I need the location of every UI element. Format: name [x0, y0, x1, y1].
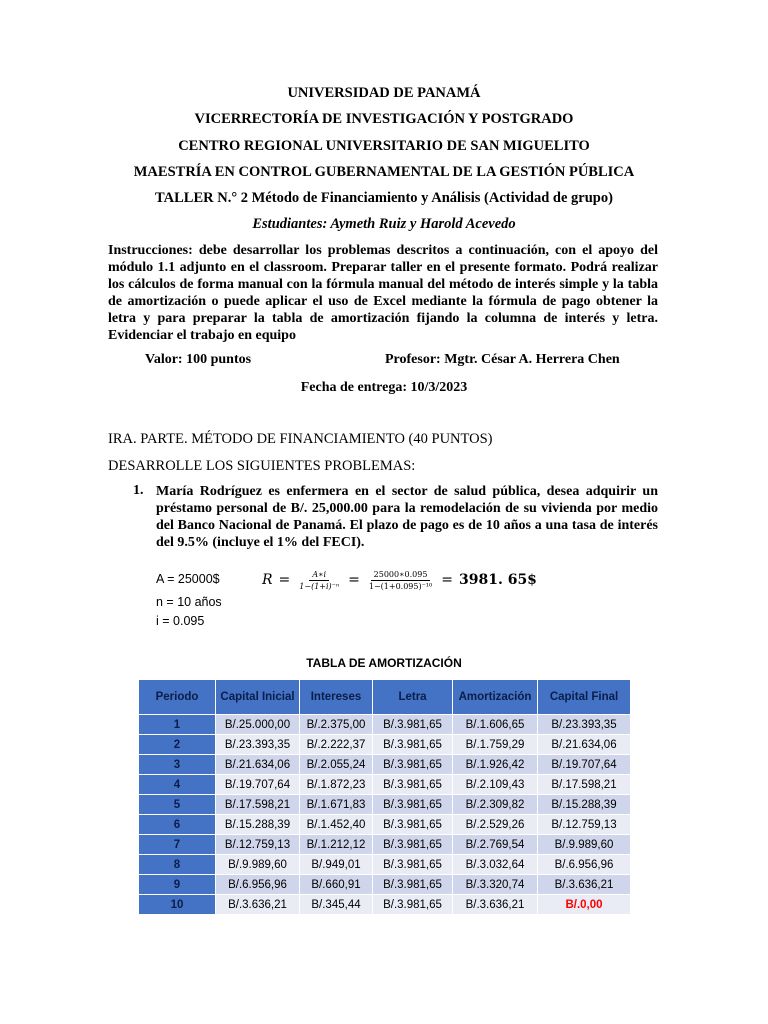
table-header-row	[139, 680, 631, 715]
cell-capital-inicial: B/.19.707,64	[216, 775, 300, 795]
header-amortizacion: Amortización	[453, 680, 538, 715]
cell-amortizacion: B/.3.032,64	[453, 855, 538, 875]
variable-i: i = 0.095	[156, 614, 205, 628]
university-title: UNIVERSIDAD DE PANAMÁ	[287, 85, 481, 101]
cell-letra: B/.3.981,65	[373, 795, 453, 815]
cell-periodo: 6	[139, 815, 216, 835]
formula-numerator-symbolic: A∗i	[309, 570, 329, 581]
cell-periodo: 5	[139, 795, 216, 815]
cell-capital-inicial: B/.21.634,06	[216, 755, 300, 775]
maestria-title: MAESTRÍA EN CONTROL GUBERNAMENTAL DE LA GESTIÓN PÚBLICA	[133, 164, 635, 180]
cell-letra: B/.3.981,65	[373, 855, 453, 875]
cell-letra: B/.3.981,65	[373, 895, 453, 915]
cell-letra: B/.3.981,65	[373, 775, 453, 795]
cell-intereses: B/.1.872,23	[300, 775, 373, 795]
formula-result: 3981. 65$	[458, 572, 537, 588]
table-row	[139, 875, 631, 895]
table-row	[139, 755, 631, 775]
cell-letra: B/.3.981,65	[373, 755, 453, 775]
cell-capital-inicial: B/.25.000,00	[216, 715, 300, 735]
formula-denominator-symbolic: 1−(1+i)⁻ⁿ	[299, 581, 340, 591]
cell-capital-final: B/.15.288,39	[538, 795, 631, 815]
cell-amortizacion: B/.1.759,29	[453, 735, 538, 755]
header-letra: Letra	[373, 680, 453, 715]
instructions-paragraph: Instrucciones: debe desarrollar los problemas descritos a continuación, con el apoyo del módulo 1.1 adjunto en el classroom. Preparar taller en el presente formato. Podrá realizar los cálculos de forma manual con la fórmula manual del método de interés simple y la tabla de amortización o puede aplicar el uso de Excel mediante la fórmula de pago obtener la letra y para preparar la tabla de amortización fijando la columna de interés y letra. Evidenciar el trabajo en equipo	[108, 243, 658, 343]
cell-capital-final: B/.12.759,13	[538, 815, 631, 835]
variable-n: n = 10 años	[156, 595, 222, 609]
problems-heading: DESARROLLE LOS SIGUIENTES PROBLEMAS:	[108, 458, 416, 474]
cell-intereses: B/.345,44	[300, 895, 373, 915]
cell-amortizacion: B/.1.606,65	[453, 715, 538, 735]
cell-capital-final-zero: B/.0,00	[538, 895, 631, 915]
cell-capital-final: B/.19.707,64	[538, 755, 631, 775]
amortization-table	[138, 679, 631, 915]
table-row	[139, 735, 631, 755]
cell-amortizacion: B/.2.769,54	[453, 835, 538, 855]
cell-periodo: 7	[139, 835, 216, 855]
cell-letra: B/.3.981,65	[373, 715, 453, 735]
cell-capital-final: B/.21.634,06	[538, 735, 631, 755]
cell-capital-inicial: B/.9.989,60	[216, 855, 300, 875]
header-intereses: Intereses	[300, 680, 373, 715]
cell-capital-final: B/.17.598,21	[538, 775, 631, 795]
variable-a: A = 25000$	[156, 572, 220, 586]
cell-amortizacion: B/.3.636,21	[453, 895, 538, 915]
cell-periodo: 9	[139, 875, 216, 895]
cell-capital-inicial: B/.23.393,35	[216, 735, 300, 755]
cell-capital-final: B/.9.989,60	[538, 835, 631, 855]
cell-periodo: 2	[139, 735, 216, 755]
cell-intereses: B/.660,91	[300, 875, 373, 895]
table-row	[139, 715, 631, 735]
cell-amortizacion: B/.2.309,82	[453, 795, 538, 815]
cell-intereses: B/.1.671,83	[300, 795, 373, 815]
table-row	[139, 795, 631, 815]
table-row	[139, 895, 631, 915]
cell-capital-inicial: B/.17.598,21	[216, 795, 300, 815]
formula-fraction-symbolic	[296, 570, 342, 591]
cell-amortizacion: B/.2.109,43	[453, 775, 538, 795]
vicerrectoria-title: VICERRECTORÍA DE INVESTIGACIÓN Y POSTGRADO	[194, 111, 574, 127]
cell-amortizacion: B/.3.320,74	[453, 875, 538, 895]
students-line: Estudiantes: Aymeth Ruiz y Harold Acevedo	[252, 216, 516, 232]
fecha-entrega: Fecha de entrega: 10/3/2023	[300, 380, 468, 395]
formula-equals-1: =	[278, 572, 291, 588]
centro-title: CENTRO REGIONAL UNIVERSITARIO DE SAN MIGUELITO	[178, 138, 590, 154]
header-capital-final: Capital Final	[538, 680, 631, 715]
cell-intereses: B/.2.222,37	[300, 735, 373, 755]
part-heading: IRA. PARTE. MÉTODO DE FINANCIAMIENTO (40 PUNTOS)	[108, 431, 493, 447]
payment-formula	[262, 563, 537, 597]
table-row	[139, 835, 631, 855]
cell-letra: B/.3.981,65	[373, 815, 453, 835]
taller-title: TALLER N.° 2 Método de Financiamiento y Análisis (Actividad de grupo)	[155, 190, 613, 206]
cell-capital-final: B/.23.393,35	[538, 715, 631, 735]
formula-equals-2: =	[348, 572, 360, 588]
cell-intereses: B/.2.375,00	[300, 715, 373, 735]
cell-periodo: 1	[139, 715, 216, 735]
problem-text: María Rodríguez es enfermera en el sector de salud pública, desea adquirir un préstamo personal de B/. 25,000.00 para la remodelación de su vivienda por medio del Banco Nacional de Panamá. El plazo de pago es de 10 años a una tasa de interés del 9.5% (incluye el 1% del FECI).	[156, 484, 658, 550]
cell-letra: B/.3.981,65	[373, 735, 453, 755]
cell-periodo: 4	[139, 775, 216, 795]
cell-capital-inicial: B/.15.288,39	[216, 815, 300, 835]
header-capital-inicial: Capital Inicial	[216, 680, 300, 715]
header-periodo: Periodo	[139, 680, 216, 715]
cell-capital-inicial: B/.6.956,96	[216, 875, 300, 895]
cell-amortizacion: B/.2.529,26	[453, 815, 538, 835]
formula-equals-3: =	[441, 572, 453, 588]
valor-label: Valor: 100 puntos	[145, 352, 252, 367]
table-row	[139, 775, 631, 795]
cell-intereses: B/.1.452,40	[300, 815, 373, 835]
cell-amortizacion: B/.1.926,42	[453, 755, 538, 775]
formula-denominator-numeric: 1−(1+0.095)⁻¹⁰	[368, 581, 433, 591]
cell-letra: B/.3.981,65	[373, 875, 453, 895]
table-row	[139, 855, 631, 875]
cell-intereses: B/.2.055,24	[300, 755, 373, 775]
cell-intereses: B/.1.212,12	[300, 835, 373, 855]
cell-intereses: B/.949,01	[300, 855, 373, 875]
table-row	[139, 815, 631, 835]
cell-capital-final: B/.6.956,96	[538, 855, 631, 875]
cell-letra: B/.3.981,65	[373, 835, 453, 855]
cell-periodo: 10	[139, 895, 216, 915]
cell-periodo: 8	[139, 855, 216, 875]
cell-capital-inicial: B/.12.759,13	[216, 835, 300, 855]
formula-fraction-numeric	[366, 570, 435, 591]
amortization-table-title: TABLA DE AMORTIZACIÓN	[306, 656, 462, 670]
problem-number: 1.	[133, 483, 144, 498]
cell-periodo: 3	[139, 755, 216, 775]
formula-lhs: R	[262, 572, 273, 588]
cell-capital-final: B/.3.636,21	[538, 875, 631, 895]
formula-numerator-numeric: 25000∗0.095	[371, 570, 431, 581]
profesor-label: Profesor: Mgtr. César A. Herrera Chen	[385, 352, 620, 367]
cell-capital-inicial: B/.3.636,21	[216, 895, 300, 915]
